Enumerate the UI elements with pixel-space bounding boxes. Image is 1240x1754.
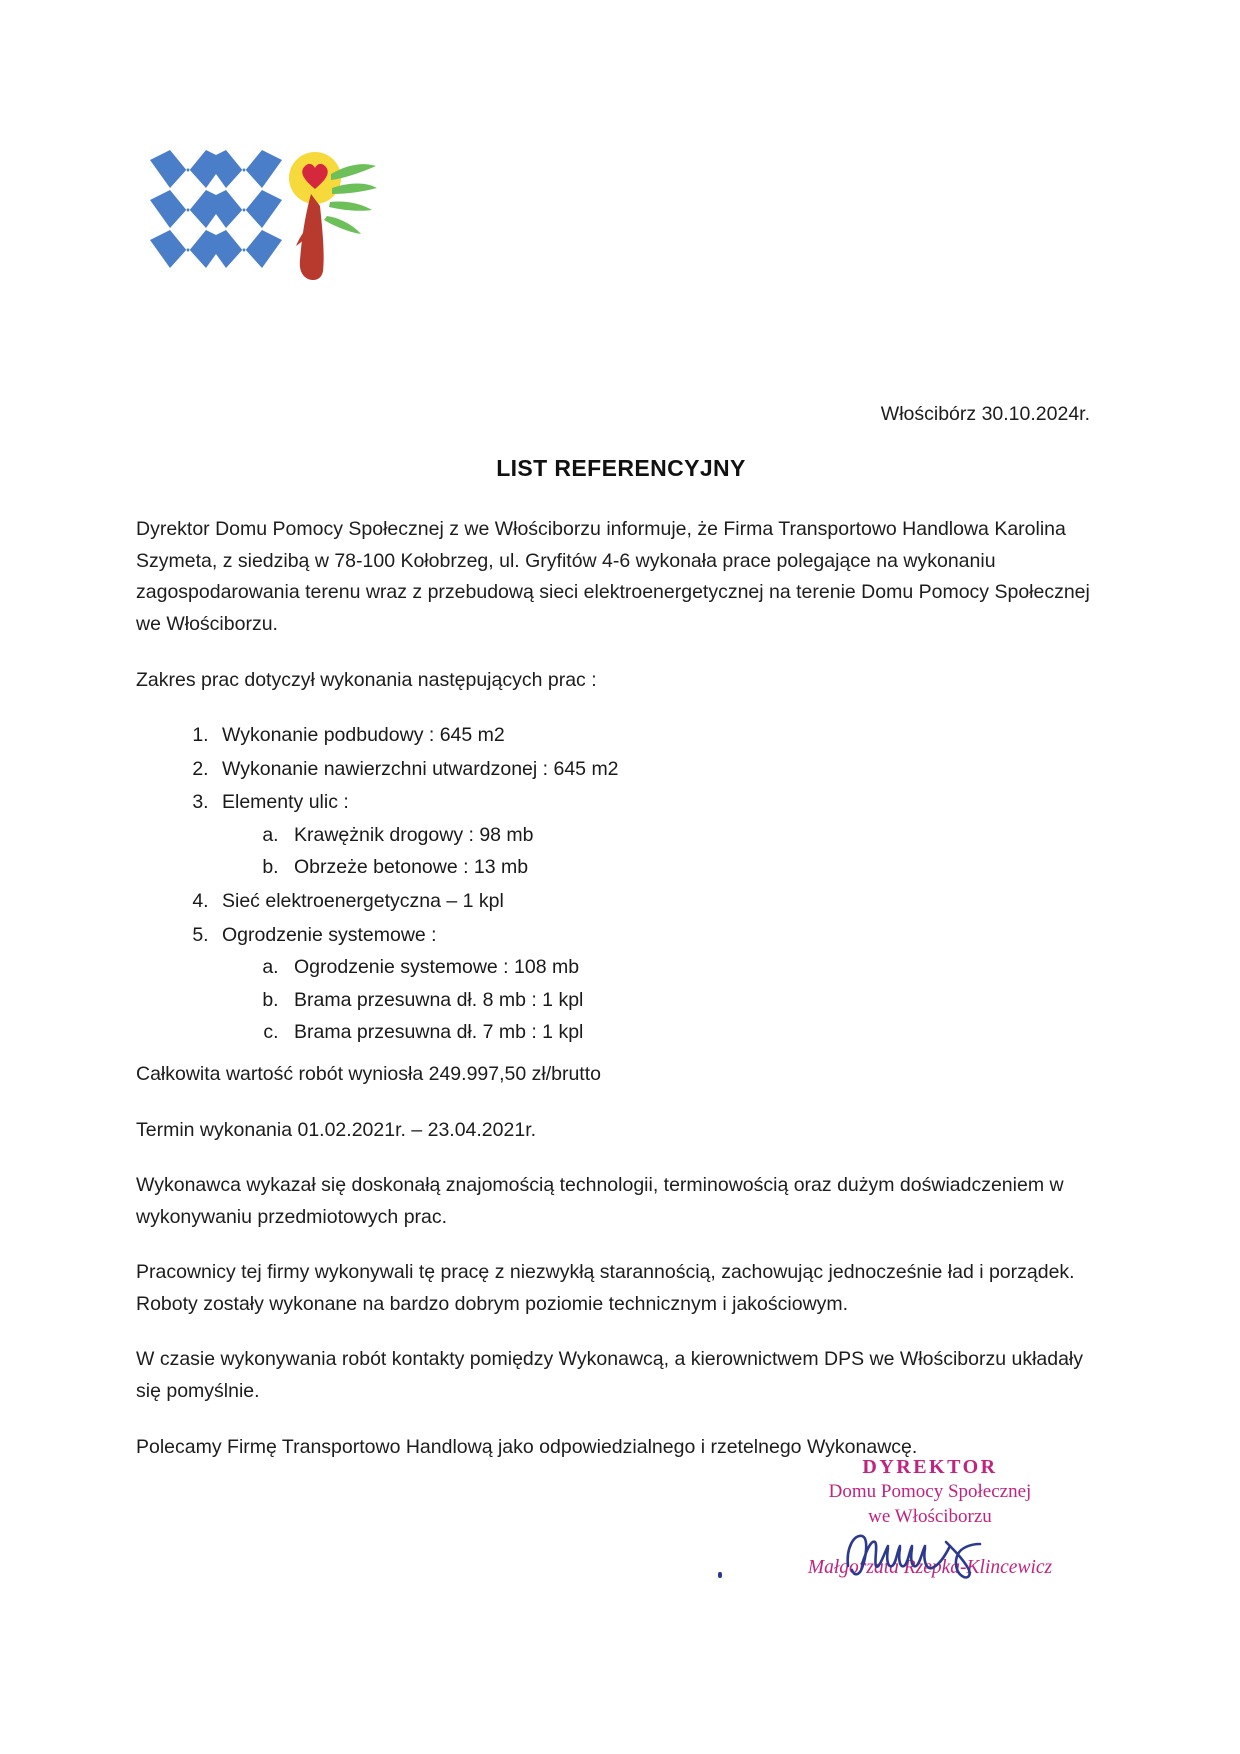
signature-institution-line2: we Włościborzu xyxy=(868,1505,992,1527)
list-item-label: Ogrodzenie systemowe : xyxy=(222,923,437,946)
quality-paragraph: Wykonawca wykazał się doskonałą znajomością technologii, terminowością oraz dużym doświadczeniem w wykonywaniu przedmiotowych prac. xyxy=(136,1174,1064,1228)
list-item xyxy=(284,952,1106,984)
list-item xyxy=(214,886,1106,918)
signature-institution-line1: Domu Pomocy Społecznej xyxy=(828,1481,1032,1502)
list-item-label: Sieć elektroenergetyczna – 1 kpl xyxy=(222,890,504,913)
chevron-icon xyxy=(150,150,282,268)
list-item-label: Brama przesuwna dł. 7 mb : 1 kpl xyxy=(294,1021,584,1044)
scope-lead: Zakres prac dotyczył wykonania następujących prac : xyxy=(136,668,597,691)
list-item xyxy=(214,754,1106,786)
list-item-label: Krawężnik drogowy : 98 mb xyxy=(294,823,534,846)
list-item-label: Obrzeże betonowe : 13 mb xyxy=(294,856,529,879)
execution-term-line: Termin wykonania 01.02.2021r. – 23.04.2021r. xyxy=(136,1118,537,1141)
list-item xyxy=(284,985,1106,1017)
page-title: LIST REFERENCYJNY xyxy=(496,455,746,482)
list-item-label: Brama przesuwna dł. 8 mb : 1 kpl xyxy=(294,988,584,1011)
contacts-paragraph: W czasie wykonywania robót kontakty pomiędzy Wykonawcą, a kierownictwem DPS we Włościborzu układały się pomyślnie. xyxy=(136,1348,1084,1402)
list-item xyxy=(214,787,1106,884)
list-item-label: Wykonanie nawierzchni utwardzonej : 645 m2 xyxy=(222,757,619,780)
dps-wlosciborz-logo xyxy=(148,148,378,293)
document-body xyxy=(136,400,1106,1487)
scope-sublist xyxy=(222,952,1106,1049)
list-item xyxy=(284,852,1106,884)
leaves-icon xyxy=(324,164,377,234)
list-item xyxy=(214,720,1106,752)
list-item-label: Elementy ulic : xyxy=(222,791,349,814)
list-item xyxy=(214,920,1106,1049)
intro-paragraph: Dyrektor Domu Pomocy Społecznej z we Włościborzu informuje, że Firma Transportowo Handlowa Karolina Szymeta, z siedzibą w 78-100 Kołobrzeg, ul. Gryfitów 4-6 wykonała prace polegające na wykonaniu zagospodarowania terenu wraz z przebudową sieci elektroenergetycznej na terenie Domu Pomocy Społecznej we Włościborzu. xyxy=(136,518,1090,635)
staff-paragraph: Pracownicy tej firmy wykonywali tę pracę z niezwykłą starannością, zachowując jednocześnie ład i porządek. Roboty zostały wykonane na bardzo dobrym poziomie technicznym i jakościowym. xyxy=(136,1261,1075,1315)
recommendation-paragraph: Polecamy Firmę Transportowo Handlową jako odpowiedzialnego i rzetelnego Wykonawcę. xyxy=(136,1435,918,1458)
list-item-label: Ogrodzenie systemowe : 108 mb xyxy=(294,956,580,979)
scope-sublist xyxy=(222,820,1106,884)
list-item xyxy=(284,1017,1106,1049)
place-and-date: Włościbórz 30.10.2024r. xyxy=(880,403,1090,425)
signature-name: Małgorzata Rzepka-Klincewicz xyxy=(807,1557,1053,1579)
scope-list xyxy=(136,720,1106,1049)
signature-role: DYREKTOR xyxy=(862,1456,998,1478)
ink-mark xyxy=(718,1572,722,1578)
total-value-line: Całkowita wartość robót wyniosła 249.997,50 zł/brutto xyxy=(136,1062,601,1085)
signature-stamp xyxy=(770,1455,1090,1581)
list-item xyxy=(284,820,1106,852)
list-item-label: Wykonanie podbudowy : 645 m2 xyxy=(222,724,505,747)
